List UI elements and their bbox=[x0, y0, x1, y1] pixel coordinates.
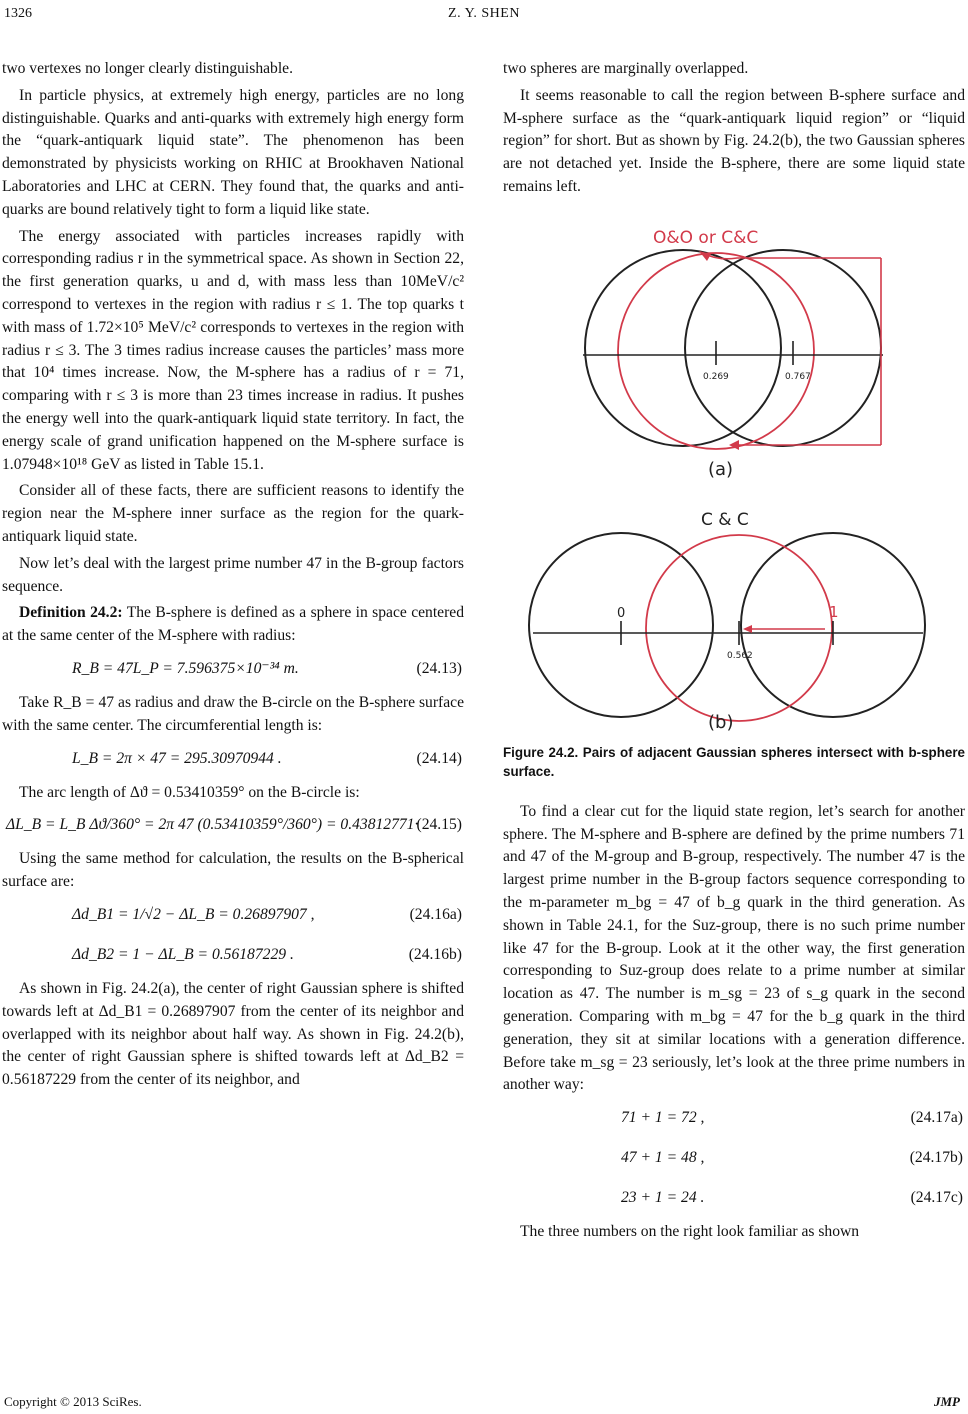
figure-label-bottom: C & C bbox=[701, 509, 749, 530]
red-arrowhead bbox=[743, 625, 752, 633]
equation-body: Δd_B2 = 1 − ΔL_B = 0.56187229 . bbox=[72, 945, 294, 963]
definition-label: Definition 24.2: bbox=[19, 604, 123, 622]
equation-number: (24.13) bbox=[416, 659, 462, 677]
equation-number: (24.16a) bbox=[409, 905, 462, 923]
copyright: Copyright © 2013 SciRes. bbox=[4, 1394, 142, 1409]
equation-24-16a bbox=[2, 898, 464, 932]
equation-24-16b bbox=[2, 938, 464, 972]
equation-body: L_B = 2π × 47 = 295.30970944 . bbox=[72, 749, 282, 767]
equation-24-14 bbox=[2, 742, 464, 776]
panel-label-a: (a) bbox=[708, 458, 734, 480]
equation-number: (24.15) bbox=[416, 816, 462, 834]
tick-label: 1 bbox=[829, 602, 839, 621]
equation-24-17c bbox=[503, 1181, 965, 1215]
running-author: Z. Y. SHEN bbox=[448, 6, 520, 21]
equation-24-13 bbox=[2, 652, 464, 686]
figure-label-top: O&O or C&C bbox=[653, 227, 759, 248]
paragraph: To find a clear cut for the liquid state region, let’s search for another sphere. The M-sphere and B-sphere are defined by the prime numbers 71 and 47 of the M-group and B-group, respectively. The number 47 is the largest prime number in the B-group factors sequence corresponding to the m-parameter m_bg = 47 of b_g quark in the third generation. As shown in Table 24.1, for the Suz-group, there is no such prime number like 47 for the B-group. Look at it the other way, the first generation corresponding to Suz-group does relate to a prime number at similar location as 47. The number is m_sg = 23 of s_g quark in the second generation. Comparing with m_bg = 47 for the b_g quark in the third generation, they sit at similar locations with a generation difference. Before take m_sg = 23 seriously, let’s look at the three prime numbers in another way: bbox=[503, 802, 965, 1094]
equation-number: (24.17c) bbox=[910, 1189, 963, 1207]
equation-body: 47 + 1 = 48 , bbox=[621, 1149, 705, 1167]
paragraph: The arc length of Δϑ = 0.53410359° on the B-circle is: bbox=[19, 783, 360, 801]
tick-label: 0.562 bbox=[727, 650, 753, 661]
equation-24-17a bbox=[503, 1101, 965, 1135]
left-column bbox=[2, 58, 464, 1096]
paragraph: The three numbers on the right look familiar as shown bbox=[520, 1223, 860, 1241]
page-header bbox=[0, 6, 968, 26]
paragraph: The energy associated with particles increases rapidly with corresponding radius r in the symmetrical space. As shown in Section 22, the first generation quarks, u and d, with mass less than 10MeV/c² correspond to vertexes in the region with radius r ≤ 1. The top quarks t with mass of 1.72×10⁵ MeV/c² corresponds to vertexes in the region with radius r ≤ 3. The 3 times radius increase causes the particles’ mass more that 10⁴ times increase. Now, the M-sphere has a radius of r = 71, comparing with r ≤ 3 is more than 23 times increase in radius. It pushes the energy well into the quark-antiquark liquid state territory. In fact, the energy scale of grand unification happened on the M-sphere surface is 1.07948×10¹⁸ GeV as listed in Table 15.1. bbox=[2, 227, 464, 473]
definition-text: The B-sphere is defined as a sphere in space centered at the same center of the M-sphere with radius: bbox=[2, 604, 464, 645]
panel-label-b: (b) bbox=[708, 711, 734, 733]
right-column bbox=[503, 58, 965, 1248]
equation-24-15 bbox=[2, 808, 464, 842]
tick-label: 0.767 bbox=[785, 371, 811, 382]
paragraph: Consider all of these facts, there are sufficient reasons to identify the region near the M-sphere inner surface as the region for the quark-antiquark liquid state. bbox=[2, 482, 464, 545]
equation-number: (24.17a) bbox=[910, 1109, 963, 1127]
equation-24-17b bbox=[503, 1141, 965, 1175]
definition bbox=[2, 602, 464, 648]
page-number: 1326 bbox=[4, 6, 32, 21]
figure-24-2 bbox=[503, 213, 965, 733]
equation-number: (24.17b) bbox=[909, 1149, 963, 1167]
paragraph: Now let’s deal with the largest prime number 47 in the B-group factors sequence. bbox=[2, 554, 464, 595]
equation-body: 23 + 1 = 24 . bbox=[621, 1189, 705, 1207]
equation-body: 71 + 1 = 72 , bbox=[621, 1109, 705, 1127]
paragraph: Take R_B = 47 as radius and draw the B-circle on the B-sphere surface with the same center. The circumferential length is: bbox=[2, 693, 464, 734]
paragraph: two vertexes no longer clearly distinguishable. bbox=[2, 60, 294, 77]
paragraph: As shown in Fig. 24.2(a), the center of right Gaussian sphere is shifted towards left at Δd_B1 = 0.26897907 from the center of its neighbor and overlapped with its neighbor about half way. As shown in Fig. 24.2(b), the center of right Gaussian sphere is shifted towards left at Δd_B2 = 0.56187229 from the center of its neighbor, and bbox=[2, 979, 464, 1089]
equation-number: (24.14) bbox=[416, 749, 462, 767]
paragraph: two spheres are marginally overlapped. bbox=[503, 60, 749, 77]
figure-caption: Figure 24.2. Pairs of adjacent Gaussian spheres intersect with b-sphere surface. bbox=[503, 744, 965, 779]
tick-label: 0.269 bbox=[703, 371, 729, 382]
equation-body: R_B = 47L_P = 7.596375×10⁻³⁴ m. bbox=[72, 659, 299, 677]
left-black-circle bbox=[585, 250, 781, 446]
figure-drawing bbox=[503, 213, 965, 733]
equation-body: ΔL_B = L_B Δϑ/360° = 2π 47 (0.53410359°/360°) = 0.43812771· bbox=[6, 816, 419, 834]
tick-label: 0 bbox=[617, 605, 626, 621]
paragraph: Using the same method for calculation, the results on the B-spherical surface are: bbox=[2, 850, 464, 891]
journal-name: JMP bbox=[934, 1394, 960, 1409]
paragraph: In particle physics, at extremely high energy, particles are no long distinguishable. Quarks and anti-quarks with extremely high energy form the “quark-antiquark liquid state”. The phenomenon has been demonstrated by physicists working on RHIC at Brookhaven National Laboratories and LHC at CERN. They found that, the quarks and anti-quarks are bound relatively tight to form a liquid like state. bbox=[2, 86, 464, 218]
paragraph: It seems reasonable to call the region between B-sphere surface and M-sphere surface as the “quark-antiquark liquid region” or “liquid region” for short. But as shown by Fig. 24.2(b), the two Gaussian spheres are not detached yet. Inside the B-sphere, there are some liquid state remains left. bbox=[503, 86, 965, 195]
equation-body: Δd_B1 = 1/√2 − ΔL_B = 0.26897907 , bbox=[72, 905, 315, 923]
equation-number: (24.16b) bbox=[408, 945, 462, 963]
